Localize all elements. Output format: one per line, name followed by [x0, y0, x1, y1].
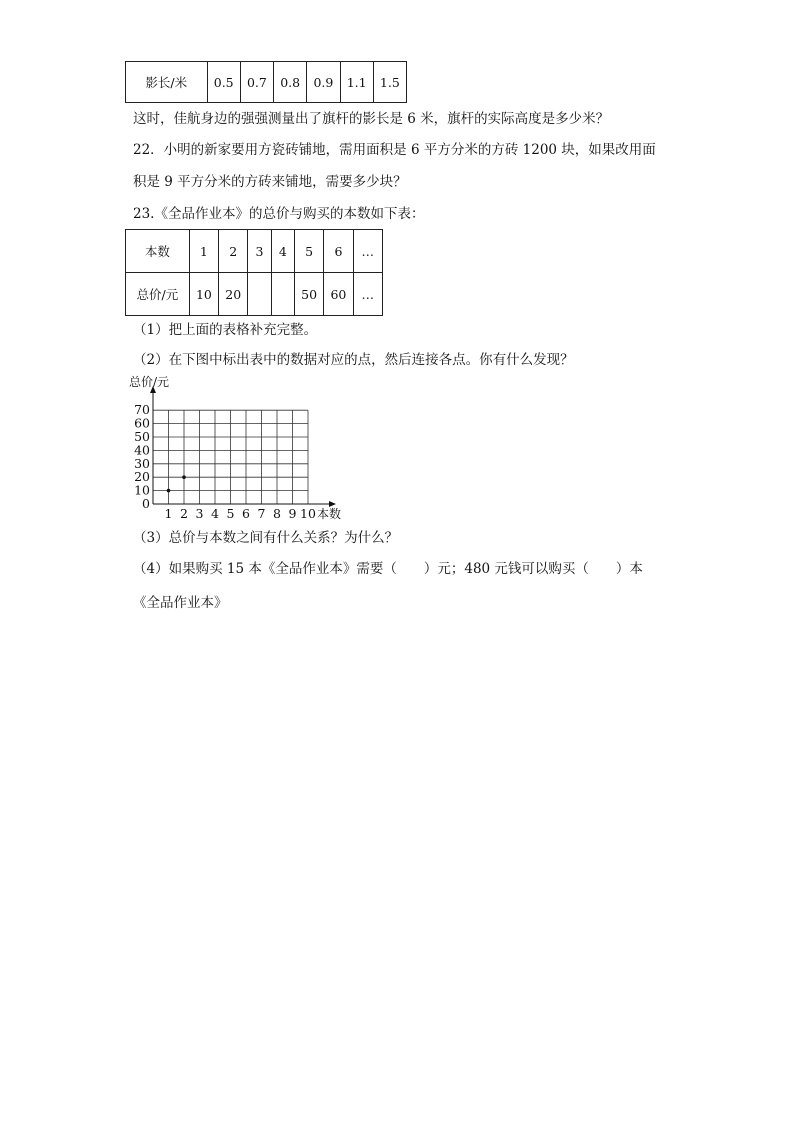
- table-cell: …: [353, 273, 382, 316]
- table-cell: 1.5: [373, 62, 406, 103]
- shadow-length-table: [125, 61, 407, 103]
- table-cell: 0.8: [274, 62, 307, 103]
- chart-grid: [153, 410, 308, 504]
- table-cell: 4: [271, 230, 294, 273]
- table-header-cell: 影长/米: [126, 62, 208, 103]
- question-21-text: 这时，佳航身边的强强测量出了旗杆的影长是 6 米，旗杆的实际高度是多少米？: [133, 111, 610, 127]
- table-cell-blank[interactable]: [271, 273, 294, 316]
- table-cell-blank[interactable]: [248, 273, 271, 316]
- table-cell: 2: [219, 230, 248, 273]
- y-tick-label: 70: [134, 402, 150, 418]
- question-22-line2: 积是 9 平方分米的方砖来铺地，需要多少块？: [133, 174, 407, 190]
- chart-ticks: [134, 402, 316, 520]
- table-cell: 20: [219, 273, 248, 316]
- question-23-sub4-line1: （4）如果购买 15 本《全品作业本》需要（ ）元；480 元钱可以购买（ ）本: [133, 561, 643, 577]
- table-cell: 5: [294, 230, 323, 273]
- price-table: [125, 229, 383, 316]
- price-count-chart: [125, 370, 365, 520]
- x-tick-label: 10: [300, 506, 316, 520]
- y-tick-label: 20: [134, 469, 150, 485]
- table-cell: 1.1: [340, 62, 373, 103]
- question-23-sub4-line2: 《全品作业本》: [133, 595, 228, 611]
- data-point: [167, 489, 171, 493]
- question-23-sub3: （3）总价与本数之间有什么关系？为什么？: [133, 530, 399, 546]
- x-tick-label: 5: [226, 506, 235, 520]
- x-tick-label: 4: [211, 506, 219, 520]
- table-cell: 1: [189, 230, 218, 273]
- table-header-cell: 本数: [126, 230, 190, 273]
- table-cell: 60: [324, 273, 353, 316]
- table-cell: 50: [294, 273, 323, 316]
- table-row: [126, 273, 383, 316]
- data-point: [182, 475, 186, 479]
- table-cell: 0.9: [307, 62, 340, 103]
- y-tick-label: 40: [134, 442, 150, 458]
- table-cell: 6: [324, 230, 353, 273]
- x-tick-label: 7: [257, 506, 266, 520]
- question-23-intro: 23.《全品作业本》的总价与购买的本数如下表：: [133, 206, 425, 222]
- table-cell: …: [353, 230, 382, 273]
- table-row: [126, 62, 407, 103]
- table-cell: 0.5: [207, 62, 240, 103]
- chart-points: [167, 475, 186, 492]
- table-cell: 0.7: [240, 62, 273, 103]
- table-row: [126, 230, 383, 273]
- table-cell: 3: [248, 230, 271, 273]
- x-tick-label: 8: [273, 506, 281, 520]
- y-tick-label: 10: [134, 482, 150, 498]
- question-23-sub1: （1）把上面的表格补充完整。: [133, 322, 318, 338]
- question-22-line1: 22．小明的新家要用方瓷砖铺地，需用面积是 6 平方分米的方砖 1200 块，如果改用面: [133, 142, 656, 158]
- chart-ylabel: 总价/元: [129, 375, 170, 389]
- x-tick-label: 1: [164, 506, 173, 520]
- x-tick-label: 3: [195, 506, 204, 520]
- y-tick-label: 0: [142, 496, 150, 511]
- table-cell: 10: [189, 273, 218, 316]
- x-tick-label: 2: [180, 506, 188, 520]
- chart-xlabel: 本数: [317, 507, 342, 520]
- question-23-sub2: （2）在下图中标出表中的数据对应的点，然后连接各点。你有什么发现？: [133, 352, 574, 368]
- x-tick-label: 9: [288, 506, 297, 520]
- y-tick-label: 50: [134, 429, 150, 444]
- y-tick-label: 60: [134, 415, 150, 431]
- table-header-cell: 总价/元: [126, 273, 190, 316]
- x-tick-label: 6: [242, 506, 250, 520]
- y-tick-label: 30: [134, 455, 150, 471]
